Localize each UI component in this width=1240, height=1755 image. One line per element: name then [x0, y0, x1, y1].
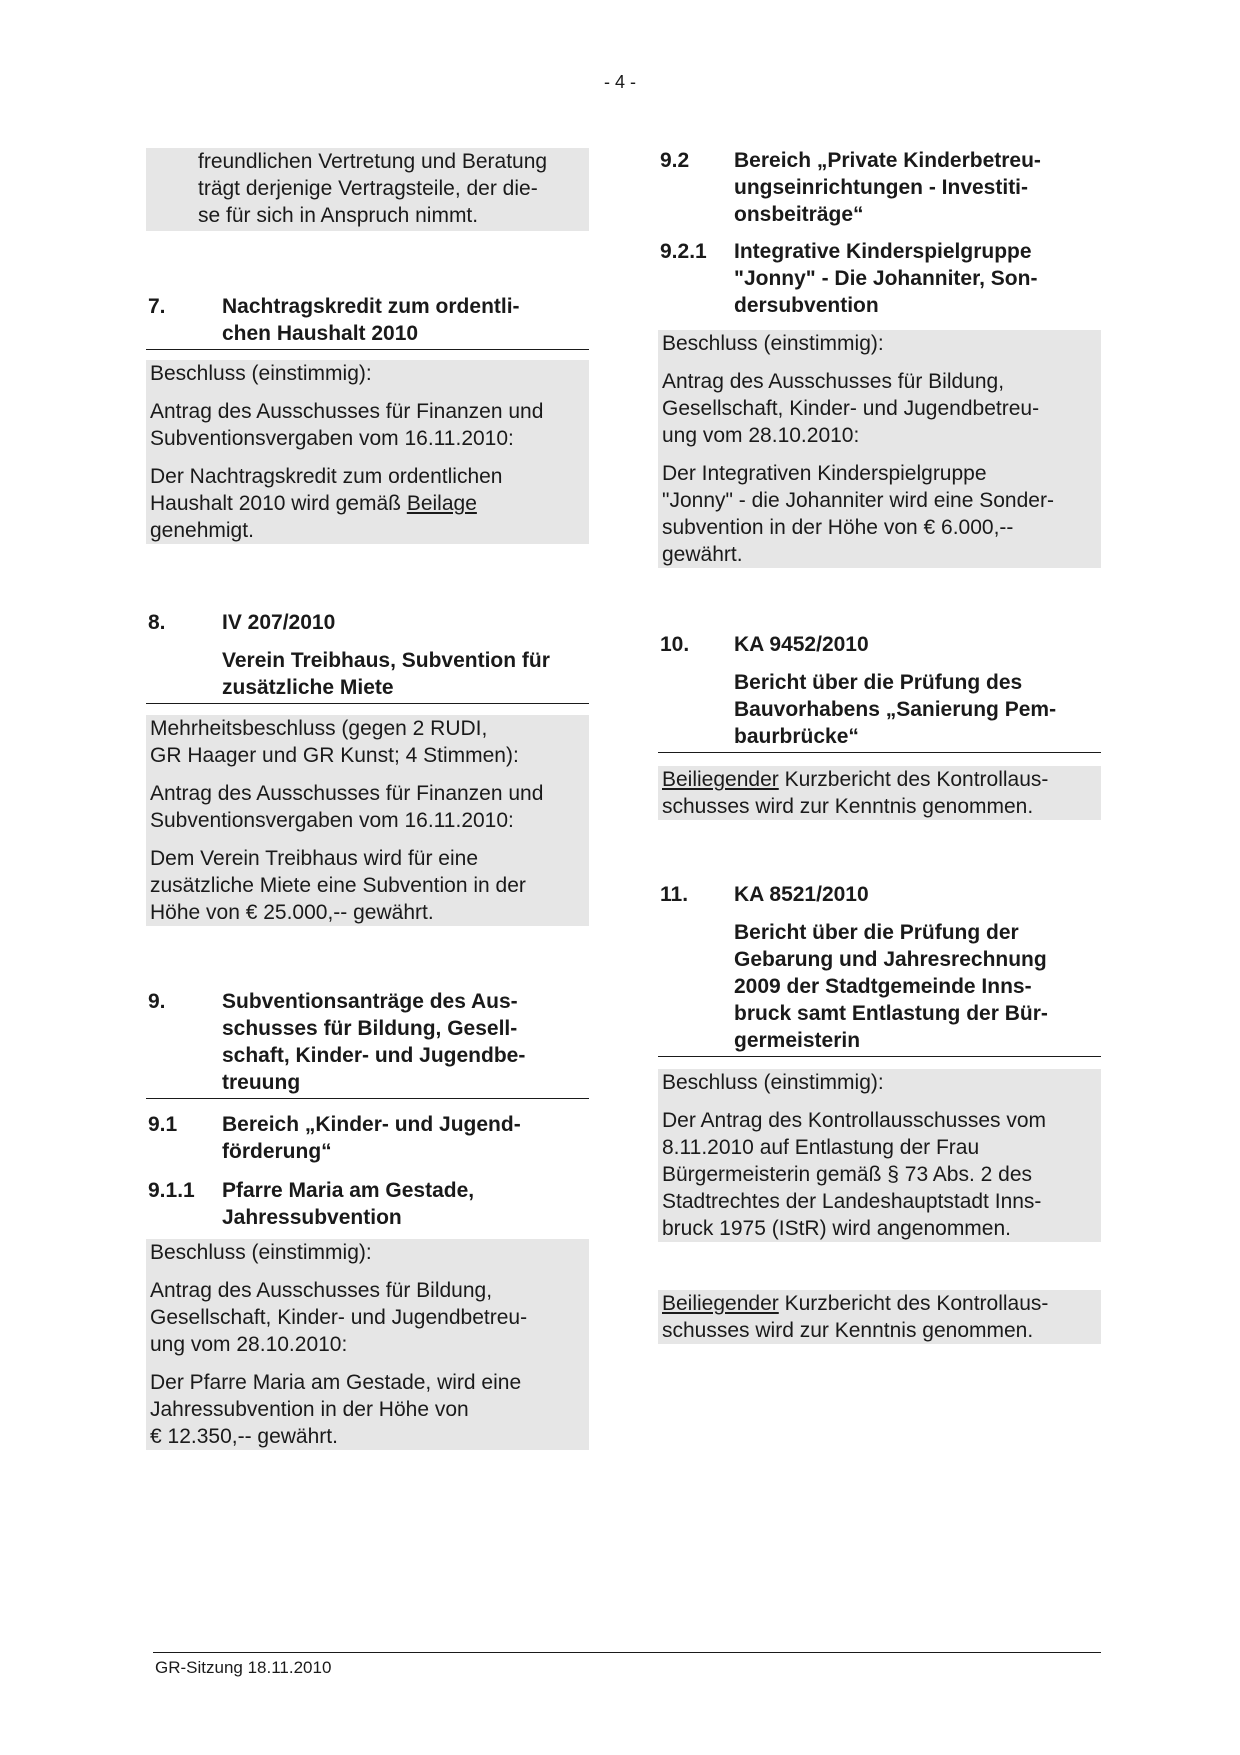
section-title-line: bruck samt Entlastung der Bür- [734, 1002, 1048, 1025]
text-line: se für sich in Anspruch nimmt. [198, 204, 479, 227]
report-link[interactable]: Beiliegender [662, 768, 779, 791]
decision-line: Der Nachtragskredit zum ordentlichen [150, 465, 503, 488]
section-title-line: baurbrücke“ [734, 725, 859, 748]
section-title-line: Jahressubvention [222, 1206, 402, 1229]
section-11-body [658, 1069, 1101, 1242]
decision-line: bruck 1975 (IStR) wird angenommen. [662, 1217, 1011, 1240]
section-title-line: förderung“ [222, 1140, 332, 1163]
decision-line: gewährt. [662, 543, 743, 566]
decision-line: Bürgermeisterin gemäß § 73 Abs. 2 des [662, 1163, 1033, 1186]
section-title-line: Nachtragskredit zum ordentli- [222, 295, 520, 318]
section-code: KA 9452/2010 [734, 633, 869, 656]
decision-line: zusätzliche Miete eine Subvention in der [150, 874, 526, 897]
decision-line: schusses wird zur Kenntnis genommen. [662, 795, 1034, 818]
decision-line: 8.11.2010 auf Entlastung der Frau [662, 1136, 980, 1159]
resolution-type: Beschluss (einstimmig): [150, 362, 372, 385]
motion-line: ung vom 28.10.2010: [150, 1333, 348, 1356]
decision-line: Der Pfarre Maria am Gestade, wird eine [150, 1371, 522, 1394]
section-title-line: Pfarre Maria am Gestade, [222, 1179, 475, 1202]
decision-line: € 12.350,-- gewährt. [150, 1425, 338, 1448]
decision-line: Höhe von € 25.000,-- gewährt. [150, 901, 434, 924]
section-title-line: Bauvorhabens „Sanierung Pem- [734, 698, 1057, 721]
decision-line: Dem Verein Treibhaus wird für eine [150, 847, 478, 870]
decision-line: Stadtrechtes der Landeshauptstadt Inns- [662, 1190, 1042, 1213]
section-9-1-1-heading [146, 1177, 589, 1231]
continuation-box [146, 148, 589, 231]
motion-line: Gesellschaft, Kinder- und Jugendbetreu- [662, 397, 1040, 420]
report-link[interactable]: Beiliegender [662, 1292, 779, 1315]
decision-line: subvention in der Höhe von € 6.000,-- [662, 516, 1014, 539]
section-7-heading [146, 293, 589, 347]
section-number: 8. [148, 611, 166, 634]
motion-line: Antrag des Ausschusses für Finanzen und [150, 400, 544, 423]
section-title-line: Subventionsanträge des Aus- [222, 990, 518, 1013]
decision-line: Jahressubvention in der Höhe von [150, 1398, 469, 1421]
section-11-report [658, 1290, 1101, 1344]
section-title-line: Bereich „Kinder- und Jugend- [222, 1113, 521, 1136]
resolution-type: Beschluss (einstimmig): [662, 332, 884, 355]
decision-line: Der Antrag des Kontrollausschusses vom [662, 1109, 1047, 1132]
section-title-line: Integrative Kinderspielgruppe [734, 240, 1032, 263]
section-code: KA 8521/2010 [734, 883, 869, 906]
section-8-heading [146, 609, 589, 701]
section-rule [658, 752, 1101, 753]
decision-line: Haushalt 2010 wird gemäß Beilage [150, 492, 477, 515]
section-title-line: Gebarung und Jahresrechnung [734, 948, 1047, 971]
section-11-heading [658, 881, 1101, 1054]
section-7-body [146, 360, 589, 544]
motion-line: Gesellschaft, Kinder- und Jugendbetreu- [150, 1306, 528, 1329]
section-number: 9.1.1 [148, 1179, 195, 1202]
section-rule [658, 1056, 1101, 1057]
section-9-2-heading [658, 147, 1101, 228]
resolution-type: Beschluss (einstimmig): [150, 1241, 372, 1264]
motion-line: ung vom 28.10.2010: [662, 424, 860, 447]
section-title-line: chen Haushalt 2010 [222, 322, 419, 345]
section-title-line: ungseinrichtungen - Investiti- [734, 176, 1029, 199]
section-title-line: Bericht über die Prüfung der [734, 921, 1019, 944]
section-number: 11. [660, 883, 689, 906]
section-title-line: Bericht über die Prüfung des [734, 671, 1023, 694]
section-title-line: Verein Treibhaus, Subvention für [222, 649, 550, 672]
section-number: 9.1 [148, 1113, 178, 1136]
motion-line: Antrag des Ausschusses für Finanzen und [150, 782, 544, 805]
section-number: 7. [148, 295, 166, 318]
text-line: trägt derjenige Vertragsteile, der die- [198, 177, 538, 200]
attachment-link[interactable]: Beilage [406, 492, 477, 515]
decision-line: Beiliegender Kurzbericht des Kontrollaus- [662, 1292, 1049, 1315]
section-title-line: 2009 der Stadtgemeinde Inns- [734, 975, 1032, 998]
decision-line: Der Integrativen Kinderspielgruppe [662, 462, 987, 485]
section-title-line: treuung [222, 1071, 301, 1094]
section-9-2-1-body [658, 330, 1101, 568]
footer-text: GR-Sitzung 18.11.2010 [155, 1658, 332, 1677]
motion-line: Antrag des Ausschusses für Bildung, [662, 370, 1005, 393]
section-9-1-heading [146, 1111, 589, 1165]
section-title-line: Bereich „Private Kinderbetreu- [734, 149, 1041, 172]
section-title-line: zusätzliche Miete [222, 676, 394, 699]
decision-line: "Jonny" - die Johanniter wird eine Sonder- [662, 489, 1054, 512]
section-10-body [658, 766, 1101, 820]
section-9-1-1-body [146, 1239, 589, 1450]
section-code: IV 207/2010 [222, 611, 336, 634]
footer-rule [153, 1652, 1101, 1653]
section-title-line: dersubvention [734, 294, 879, 317]
motion-line: Subventionsvergaben vom 16.11.2010: [150, 809, 514, 832]
motion-line: Antrag des Ausschusses für Bildung, [150, 1279, 493, 1302]
section-9-heading [146, 988, 589, 1096]
section-number: 9.2 [660, 149, 690, 172]
decision-line: genehmigt. [150, 519, 254, 542]
section-title-line: germeisterin [734, 1029, 861, 1052]
section-title-line: "Jonny" - Die Johanniter, Son- [734, 267, 1038, 290]
section-10-heading [658, 631, 1101, 750]
section-rule [146, 1098, 589, 1099]
section-title-line: schusses für Bildung, Gesell- [222, 1017, 518, 1040]
section-9-2-1-heading [658, 238, 1101, 319]
section-title-line: onsbeiträge“ [734, 203, 864, 226]
section-number: 9.2.1 [660, 240, 707, 263]
resolution-type: GR Haager und GR Kunst; 4 Stimmen): [150, 744, 519, 767]
text-line: freundlichen Vertretung und Beratung [198, 150, 548, 173]
resolution-type: Mehrheitsbeschluss (gegen 2 RUDI, [150, 717, 488, 740]
section-8-body [146, 715, 589, 926]
section-rule [146, 703, 589, 704]
section-rule [146, 349, 589, 350]
section-number: 10. [660, 633, 690, 656]
page-number: - 4 - [603, 72, 636, 92]
decision-line: schusses wird zur Kenntnis genommen. [662, 1319, 1034, 1342]
section-number: 9. [148, 990, 166, 1013]
motion-line: Subventionsvergaben vom 16.11.2010: [150, 427, 514, 450]
resolution-type: Beschluss (einstimmig): [662, 1071, 884, 1094]
section-title-line: schaft, Kinder- und Jugendbe- [222, 1044, 526, 1067]
decision-line: Beiliegender Kurzbericht des Kontrollaus- [662, 768, 1049, 791]
